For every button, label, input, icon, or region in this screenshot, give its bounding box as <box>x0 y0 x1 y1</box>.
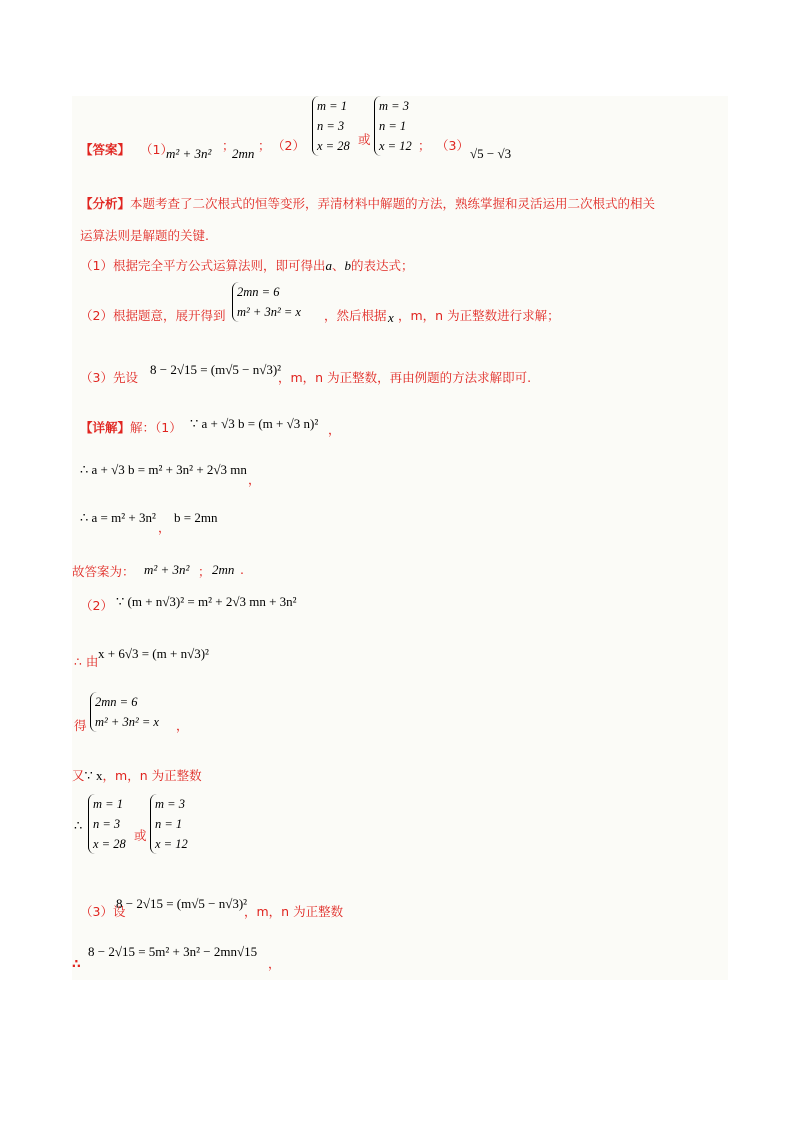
answer-or: 或 <box>358 132 371 147</box>
answer-expr-2: 2mn <box>232 146 255 161</box>
analysis-line-1 <box>80 194 655 212</box>
detail-answer-expr-2: 2mn <box>212 562 235 577</box>
detail-de: 得 <box>74 718 87 733</box>
detail-eq-4: ∵ (m + n√3)² = m² + 2√3 mn + 3n² <box>116 594 297 609</box>
analysis-line-2: 运算法则是解题的关键. <box>80 228 209 243</box>
detail-last-therefore: ∴ <box>72 956 81 971</box>
answer-part1-label: （1） <box>140 142 173 157</box>
analysis-step-2-x: x <box>388 310 394 325</box>
detail-system-a: m = 1 n = 3 x = 28 <box>88 794 126 854</box>
detail-system-2-end: ， <box>176 718 189 733</box>
detail-answer-label: 故答案为： <box>72 564 135 579</box>
detail-tag: 【详解】 <box>80 420 131 435</box>
solution-panel <box>72 96 728 980</box>
analysis-step-3-eq: 8 − 2√15 = (m√5 − n√3)² <box>150 362 282 377</box>
detail-eq-7: 8 − 2√15 = 5m² + 3n² − 2mn√15 <box>88 944 258 959</box>
analysis-step-2-mid: ，然后根据 <box>324 308 387 323</box>
answer-sep-2: ； <box>258 138 271 153</box>
answer-part3-label: （3） <box>436 138 469 153</box>
analysis-text-1: 本题考查了二次根式的恒等变形，弄清材料中解题的方法，熟练掌握和灵活运用二次根式的相关 <box>130 196 656 211</box>
analysis-system: 2mn = 6 m² + 3n² = x <box>232 282 301 322</box>
answer-system-a: m = 1 n = 3 x = 28 <box>312 96 350 156</box>
detail-part3-suffix: ，m，n 为正整数 <box>244 904 344 919</box>
detail-comma-3: ， <box>158 520 171 535</box>
answer-system-b: m = 3 n = 1 x = 12 <box>374 96 412 156</box>
detail-last-comma: ， <box>268 956 281 971</box>
detail-comma-2: ， <box>248 472 261 487</box>
detail-part3-label: （3）设 <box>80 904 126 919</box>
answer-expr-1: m² + 3n² <box>166 146 212 161</box>
analysis-step-2-prefix: （2）根据题意，展开得到 <box>80 308 226 323</box>
detail-answer-expr-1: m² + 3n² <box>144 562 190 577</box>
detail-part2-label: （2） <box>80 598 113 613</box>
detail-eq-5: x + 6√3 = (m + n√3)² <box>98 646 209 661</box>
detail-eq-3b: b = 2mn <box>174 510 218 525</box>
analysis-step-1: （1）根据完全平方公式运算法则，即可得出a、b的表达式； <box>80 258 414 273</box>
detail-you-line: 又∵ x，m，n 为正整数 <box>72 768 202 783</box>
answer-sep-1: ； <box>222 138 235 153</box>
detail-system-b: m = 3 n = 1 x = 12 <box>150 794 188 854</box>
analysis-tag: 【分析】 <box>80 196 131 211</box>
detail-system-2: 2mn = 6 m² + 3n² = x <box>90 692 159 732</box>
detail-or: 或 <box>134 828 147 843</box>
detail-therefore: ∴ <box>74 818 83 833</box>
detail-comma-1: ， <box>328 422 341 437</box>
answer-tag: 【答案】 <box>80 142 131 157</box>
detail-by-prefix: ∴ 由 <box>74 654 99 669</box>
answer-expr-3: √5 − √3 <box>470 146 512 161</box>
detail-answer-sep: ； <box>198 564 211 579</box>
detail-eq-3a: ∴ a = m² + 3n² <box>80 510 156 525</box>
detail-eq-6: 8 − 2√15 = (m√5 − n√3)² <box>116 896 248 911</box>
detail-eq-1: ∵ a + √3 b = (m + √3 n)² <box>190 416 319 431</box>
detail-answer-end: . <box>240 562 244 577</box>
detail-line-1: 【详解】解：（1） <box>80 420 182 435</box>
analysis-step-2-suffix: ，m，n 为正整数进行求解； <box>398 308 560 323</box>
analysis-step-3-prefix: （3）先设 <box>80 370 138 385</box>
analysis-step-3-suffix: ，m，n 为正整数，再由例题的方法求解即可. <box>278 370 532 385</box>
detail-eq-2: ∴ a + √3 b = m² + 3n² + 2√3 mn <box>80 462 247 477</box>
answer-sep-3: ； <box>418 138 431 153</box>
answer-part2-label: （2） <box>272 138 305 153</box>
